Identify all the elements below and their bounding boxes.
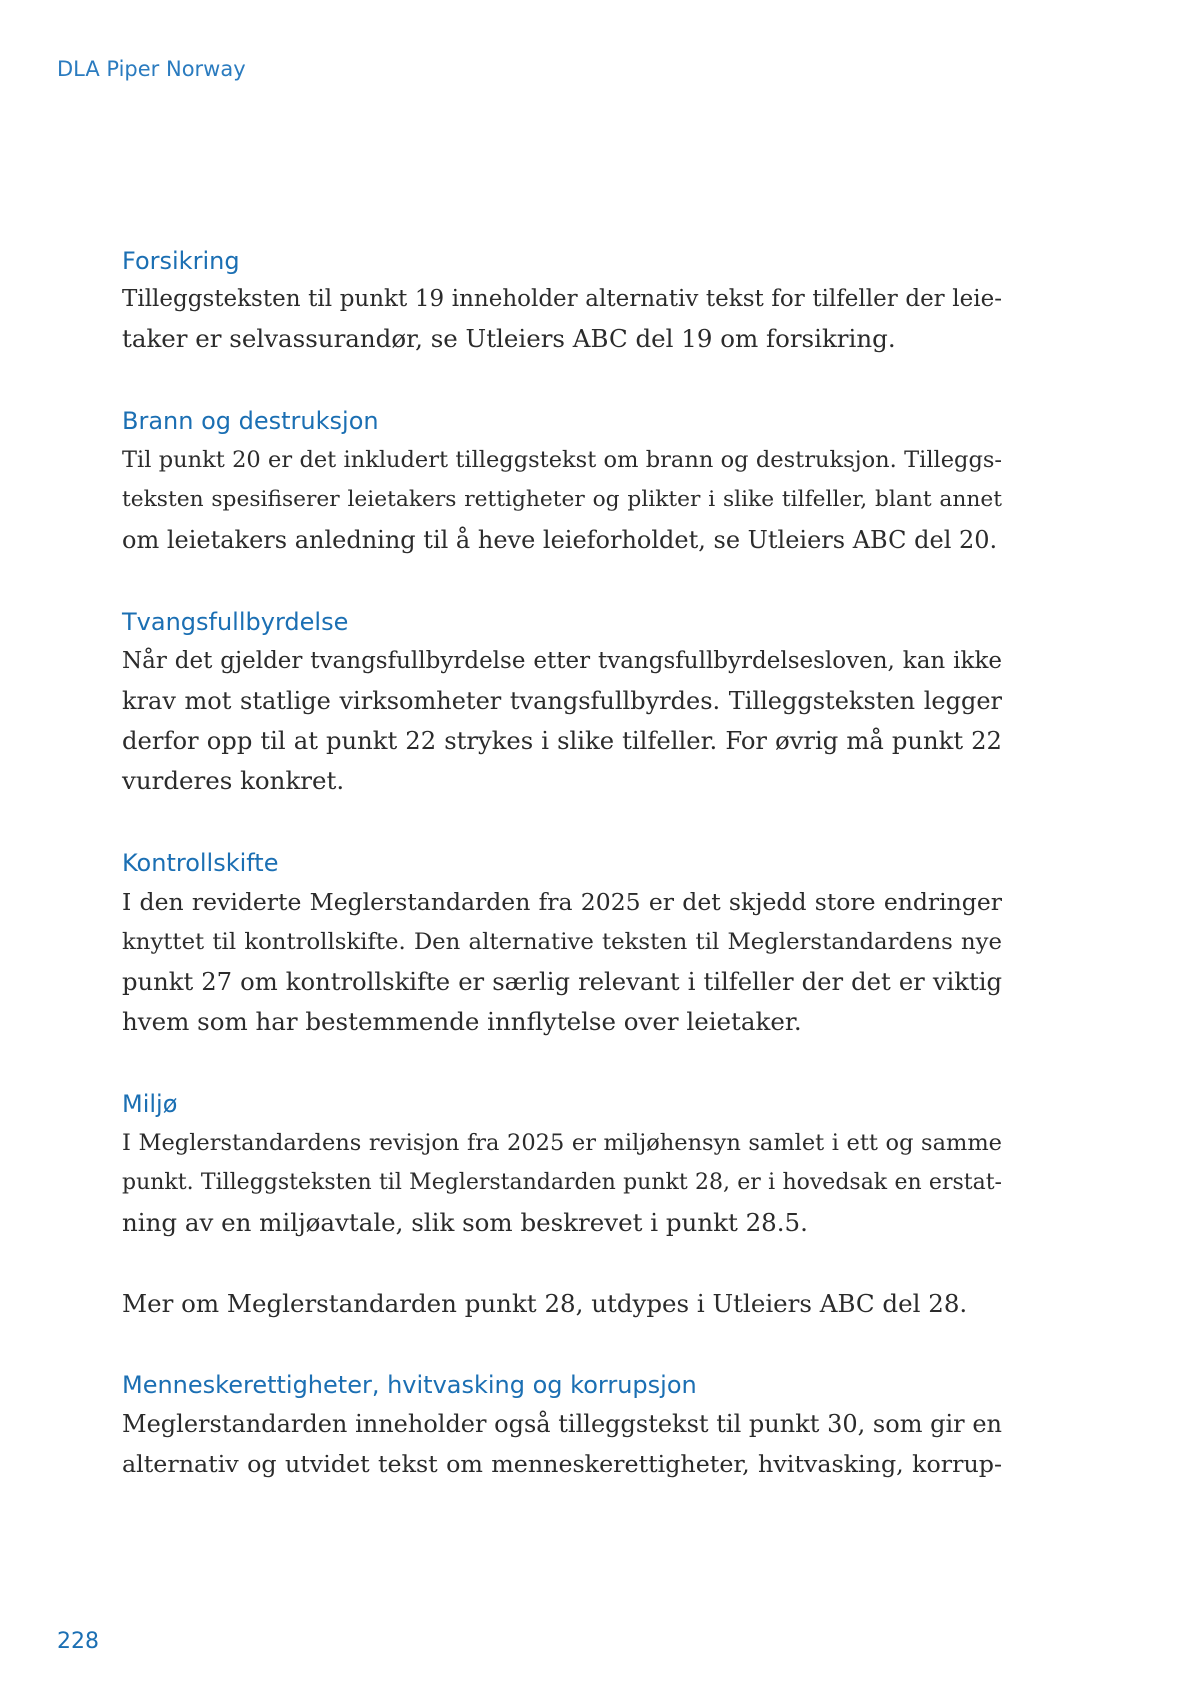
section-heading-brann: Brann og destruksjon [122,407,379,435]
paragraph-line: I Meglerstandardens revisjon fra 2025 er miljøhensyn samlet i ett og samme [122,1130,1002,1156]
paragraph-line: vurderes konkret. [122,766,345,795]
paragraph-line: Mer om Meglerstandarden punkt 28, utdypes i Utleiers ABC del 28. [122,1289,968,1318]
paragraph-line: ning av en miljøavtale, slik som beskrevet i punkt 28.5. [122,1208,808,1237]
paragraph-line: krav mot statlige virksomheter tvangsfullbyrdes. Tilleggsteksten legger [122,687,1002,715]
paragraph-line: I den reviderte Meglerstandarden fra 2025 er det skjedd store endringer [122,888,1002,916]
running-header: DLA Piper Norway [57,57,246,81]
paragraph-line: om leietakers anledning til å heve leieforholdet, se Utleiers ABC del 20. [122,526,998,554]
section-heading-kontrollskifte: Kontrollskifte [122,849,279,877]
paragraph-line: punkt 27 om kontrollskifte er særlig relevant i tilfeller der det er viktig [122,967,1002,996]
section-heading-forsikring: Forsikring [122,247,240,275]
paragraph-line: Når det gjelder tvangsfullbyrdelse etter tvangsfullbyrdelsesloven, kan ikke [122,648,1002,674]
section-heading-miljo: Miljø [122,1090,178,1118]
paragraph-line: alternativ og utvidet tekst om menneskerettigheter, hvitvasking, korrup- [122,1450,1002,1478]
paragraph-line: taker er selvassurandør, se Utleiers ABC del 19 om forsikring. [122,324,896,353]
paragraph-line: punkt. Tilleggsteksten til Meglerstandarden punkt 28, er i hovedsak en erstat- [122,1170,1002,1195]
paragraph-line: Meglerstandarden inneholder også tilleggstekst til punkt 30, som gir en [122,1410,1002,1438]
page-number: 228 [57,1629,99,1654]
paragraph-line: knyttet til kontrollskifte. Den alternative teksten til Meglerstandardens nye [122,929,1002,955]
section-heading-tvangsfullbyrdelse: Tvangsfullbyrdelse [122,608,349,636]
paragraph-line: teksten spesifiserer leietakers rettigheter og plikter i slike tilfeller, blant annet [122,487,1002,512]
paragraph-line: Tilleggsteksten til punkt 19 inneholder alternativ tekst for tilfeller der leie- [122,286,1002,312]
paragraph-line: derfor opp til at punkt 22 strykes i slike tilfeller. For øvrig må punkt 22 [122,726,1002,755]
paragraph-line: Til punkt 20 er det inkludert tilleggstekst om brann og destruksjon. Tilleggs- [122,447,1002,473]
paragraph-line: hvem som har bestemmende innflytelse over leietaker. [122,1007,802,1036]
section-heading-menneskerettigheter: Menneskerettigheter, hvitvasking og korrupsjon [122,1371,697,1399]
